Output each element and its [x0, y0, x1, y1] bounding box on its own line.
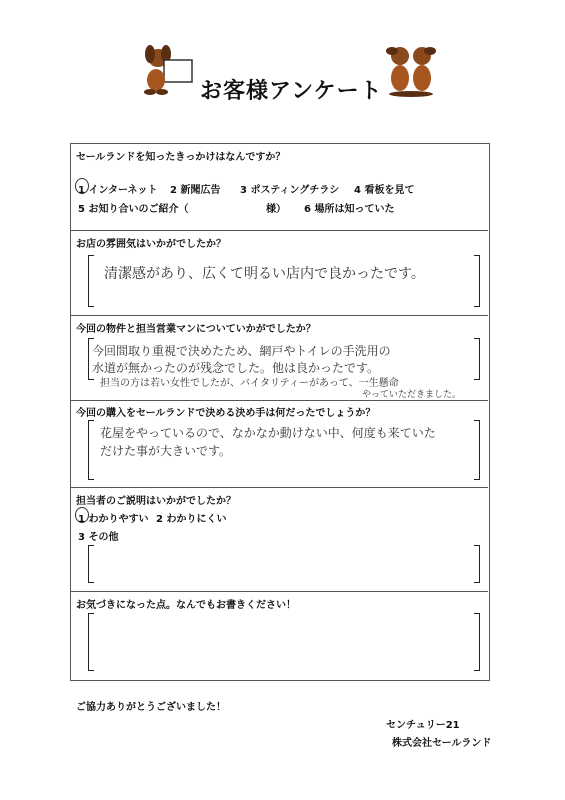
thanks-message: ご協力ありがとうございました！ [76, 702, 226, 713]
q1-option-newspaper[interactable]: 2 新聞広告 [170, 185, 221, 196]
q5-option-hard[interactable]: 2 わかりにくい [156, 514, 227, 525]
q2-question: お店の雰囲気はいかがでしたか？ [76, 239, 226, 250]
answer-bracket-left [88, 420, 94, 480]
q1-option-knew-location[interactable]: 6 場所は知っていた [304, 204, 395, 215]
dog-mascot-sign-icon [138, 44, 196, 96]
answer-bracket-left [88, 545, 94, 583]
answer-bracket-right [474, 255, 480, 307]
q3-answer-line: やっていただきました。 [362, 390, 462, 400]
q1-option-signboard[interactable]: 4 看板を見て [354, 185, 415, 196]
q5-option-other[interactable]: 3 その他 [78, 532, 119, 543]
q3-answer-line: 今回間取り重視で決めたため、網戸やトイレの手洗用の [92, 344, 391, 358]
q3-answer-line: 担当の方は若い女性でしたが、バイタリティーがあって、一生懸命 [100, 378, 399, 389]
q6-section [70, 591, 488, 592]
q4-answer-line: だけた事が大きいです。 [100, 444, 232, 458]
q1-option-internet[interactable]: 1 インターネット [78, 185, 158, 196]
q1-option-referral-suffix: 様） [266, 204, 286, 215]
answer-bracket-right [474, 420, 480, 480]
q6-question: お気づきになった点。なんでもお書きください！ [76, 600, 296, 611]
q5-section [70, 487, 488, 488]
company-line-2: 株式会社セールランド [392, 738, 492, 749]
q3-section [70, 315, 488, 316]
q3-answer-line: 水道が無かったのが残念でした。他は良かったです。 [92, 361, 380, 375]
q5-option-easy[interactable]: 1 わかりやすい [78, 514, 149, 525]
q1-option-flyer[interactable]: 3 ポスティングチラシ [240, 185, 340, 196]
q2-section [70, 230, 488, 231]
company-line-1: センチュリー21 [386, 720, 460, 731]
q1-option-referral[interactable]: 5 お知り合いのご紹介（ [78, 204, 189, 215]
q5-question: 担当者のご説明はいかがでしたか？ [76, 496, 236, 507]
answer-bracket-right [474, 613, 480, 671]
answer-bracket-right [474, 545, 480, 583]
answer-bracket-right [474, 338, 480, 380]
q4-question: 今回の購入をセールランドで決める決め手は何だったでしょうか？ [76, 408, 376, 419]
q4-answer-line: 花屋をやっているので、なかなか動けない中、何度も来ていた [100, 426, 436, 440]
answer-bracket-left [88, 255, 94, 307]
dog-mascots-pair-icon [382, 42, 440, 98]
page-title: お客様アンケート [200, 79, 383, 104]
q3-question: 今回の物件と担当営業マンについていかがでしたか？ [76, 324, 316, 335]
q2-answer: 清潔感があり、広くて明るい店内で良かったです。 [104, 266, 425, 282]
q4-section [70, 400, 488, 401]
answer-bracket-left [88, 613, 94, 671]
q1-question: セールランドを知ったきっかけはなんですか？ [76, 152, 286, 163]
